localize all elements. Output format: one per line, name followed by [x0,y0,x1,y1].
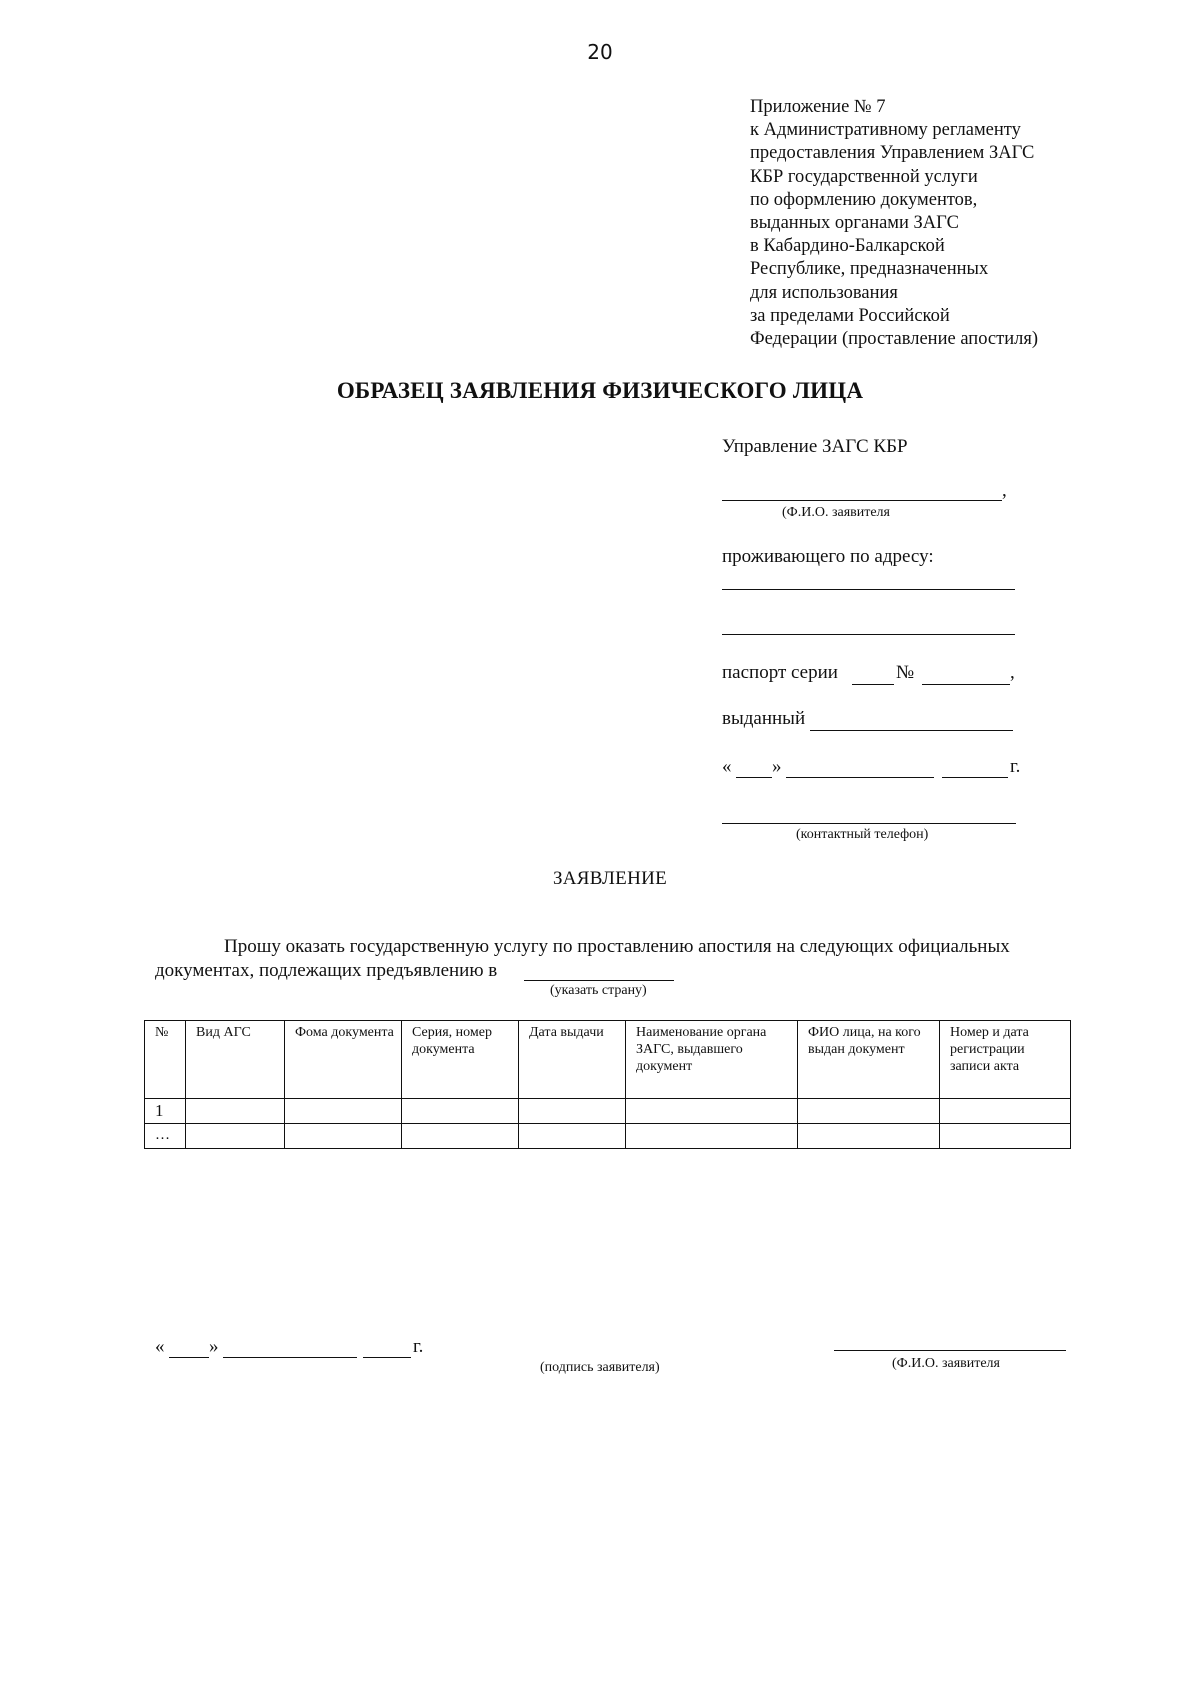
table-cell[interactable]: 1 [145,1099,186,1124]
table-cell[interactable]: … [145,1124,186,1149]
table-cell[interactable] [519,1099,626,1124]
annex-line: Республике, предназначенных [750,259,989,280]
issued-by-field[interactable] [810,730,1013,731]
passport-number-label: № [896,662,915,683]
table-cell[interactable] [798,1099,940,1124]
table-cell[interactable] [940,1124,1071,1149]
table-cell[interactable] [519,1124,626,1149]
fio-caption: (Ф.И.О. заявителя [782,505,890,520]
issue-day-field[interactable] [736,777,772,778]
annex-line: выданных органами ЗАГС [750,213,959,234]
table-cell[interactable] [626,1124,798,1149]
table-cell[interactable] [798,1124,940,1149]
page-number: 20 [587,40,613,64]
table-cell[interactable] [285,1099,402,1124]
annex-line: для использования [750,282,898,303]
table-cell[interactable] [285,1124,402,1149]
passport-series-label: паспорт серии [722,662,838,683]
table-header-cell: Дата выдачи [519,1021,626,1099]
sign-year-suffix: г. [413,1336,424,1357]
sign-date-close-quote: » [209,1336,219,1357]
document-title: ОБРАЗЕЦ ЗАЯВЛЕНИЯ ФИЗИЧЕСКОГО ЛИЦА [336,378,864,403]
table-cell[interactable] [186,1099,285,1124]
table-header-cell: Наименование органа ЗАГС, выдавшего документ [626,1021,798,1099]
sign-month-field[interactable] [223,1357,357,1358]
table-cell[interactable] [402,1099,519,1124]
request-text-line-2: документах, подлежащих предъявлению в [155,960,498,981]
annex-line: Федерации (проставление апостиля) [750,329,1038,350]
sign-date-open-quote: « [155,1336,165,1357]
passport-number-field[interactable] [922,684,1010,685]
documents-table [144,1020,1071,1149]
address-field-2[interactable] [722,634,1015,635]
table-header-row [145,1021,1071,1099]
table-row [145,1099,1071,1124]
table-cell[interactable] [940,1099,1071,1124]
address-label: проживающего по адресу: [722,546,934,567]
address-field-1[interactable] [722,589,1015,590]
sign-day-field[interactable] [169,1357,209,1358]
statement-heading: ЗАЯВЛЕНИЕ [552,868,668,889]
annex-line: в Кабардино-Балкарской [750,236,945,257]
phone-field[interactable] [722,823,1016,824]
table-row [145,1124,1071,1149]
annex-line: Приложение № 7 [750,97,886,117]
issue-date-open-quote: « [722,756,732,777]
table-header-cell: Фома документа [285,1021,402,1099]
sign-year-field[interactable] [363,1357,411,1358]
phone-caption: (контактный телефон) [796,827,929,842]
passport-series-field[interactable] [852,684,894,685]
table-cell[interactable] [186,1124,285,1149]
annex-line: КБР государственной услуги [750,166,978,187]
recipient-name: Управление ЗАГС КБР [722,436,908,457]
table-cell[interactable] [402,1124,519,1149]
issue-date-close-quote: » [772,756,782,777]
country-field[interactable] [524,980,674,981]
table-header-cell: Номер и дата регистрации записи акта [940,1021,1071,1099]
table-header-cell: № [145,1021,186,1099]
annex-header [750,96,1170,351]
issue-month-field[interactable] [786,777,934,778]
issued-label: выданный [722,708,806,729]
table-header-cell: Серия, номер документа [402,1021,519,1099]
country-caption: (указать страну) [550,983,647,998]
fio-field[interactable] [722,500,1002,501]
annex-line: по оформлению документов, [750,189,978,210]
fio-comma: , [1002,480,1007,501]
annex-line: за пределами Российской [750,305,950,326]
table-cell[interactable] [626,1099,798,1124]
issue-year-suffix: г. [1010,756,1021,777]
issue-year-field[interactable] [942,777,1008,778]
request-text-line-1: Прошу оказать государственную услугу по проставлению апостиля на следующих официальных [224,936,1010,957]
passport-comma: , [1010,662,1015,683]
signature-fio-field[interactable] [834,1350,1066,1351]
signature-fio-caption: (Ф.И.О. заявителя [892,1356,1000,1371]
signature-caption: (подпись заявителя) [540,1360,660,1375]
table-header-cell: ФИО лица, на кого выдан документ [798,1021,940,1099]
table-header-cell: Вид АГС [186,1021,285,1099]
annex-line: к Административному регламенту [750,120,1021,141]
annex-line: предоставления Управлением ЗАГС [750,143,1035,164]
